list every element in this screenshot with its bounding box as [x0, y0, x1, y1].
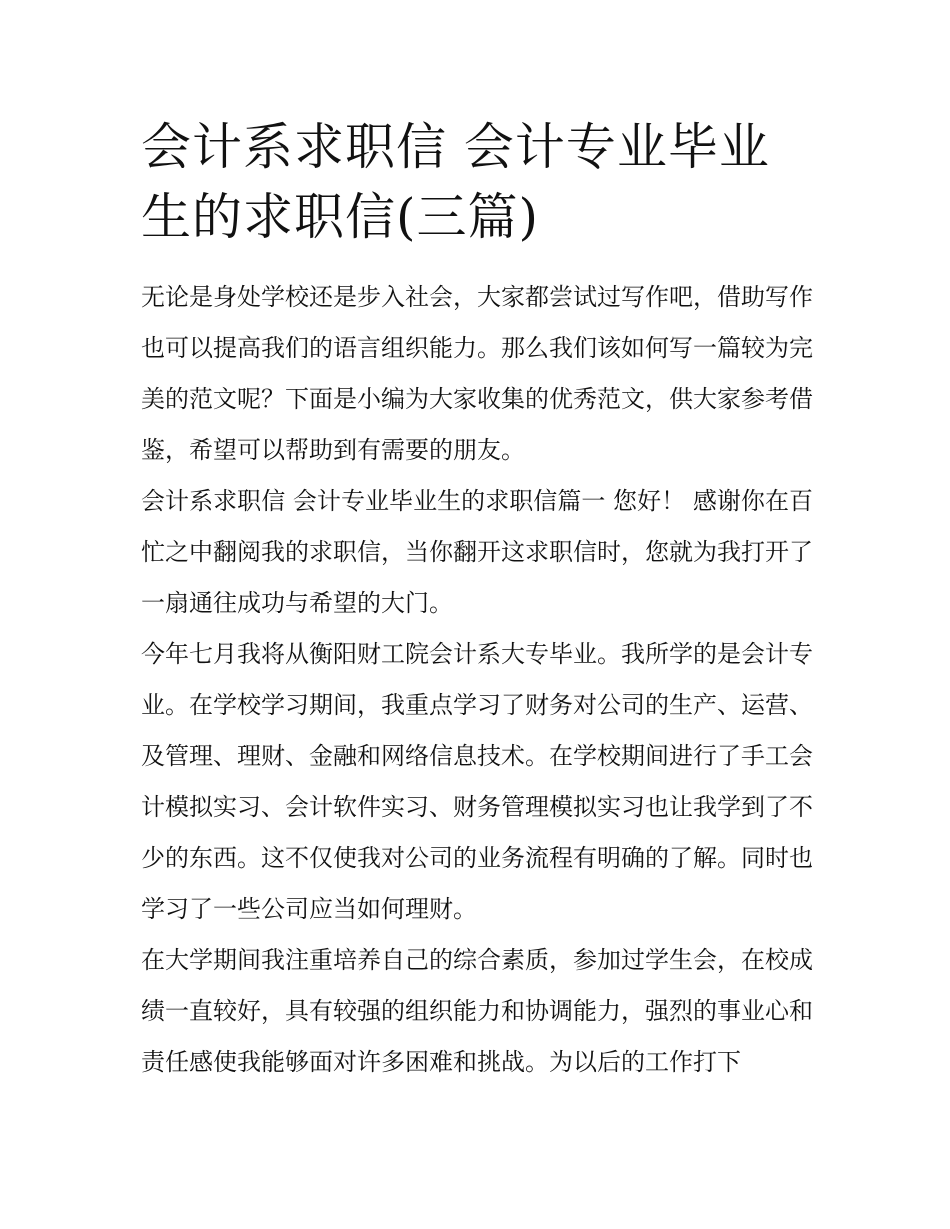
- document-page: [141, 112, 813, 1088]
- greeting-paragraph: 会计系求职信 会计专业毕业生的求职信篇一 您好！ 感谢你在百忙之中翻阅我的求职信，当你翻开这求职信时，您就为我打开了一扇通往成功与希望的大门。: [141, 487, 813, 617]
- education-paragraph: 今年七月我将从衡阳财工院会计系大专毕业。我所学的是会计专业。在学校学习期间，我重点学习了财务对公司的生产、运营、及管理、理财、金融和网络信息技术。在学校期间进行了手工会计模拟实习、会计软件实习、财务管理模拟实习也让我学到了不少的东西。这不仅使我对公司的业务流程有明确的了解。同时也学习了一些公司应当如何理财。: [141, 640, 813, 923]
- qualities-paragraph: 在大学期间我注重培养自己的综合素质，参加过学生会，在校成绩一直较好，具有较强的组织能力和协调能力，强烈的事业心和责任感使我能够面对许多困难和挑战。为以后的工作打下: [141, 946, 813, 1076]
- document-title: 会计系求职信 会计专业毕业生的求职信(三篇): [141, 118, 770, 246]
- intro-paragraph: 无论是身处学校还是步入社会，大家都尝试过写作吧，借助写作也可以提高我们的语言组织能力。那么我们该如何写一篇较为完美的范文呢？下面是小编为大家收集的优秀范文，供大家参考借鉴，希望可以帮助到有需要的朋友。: [141, 283, 813, 464]
